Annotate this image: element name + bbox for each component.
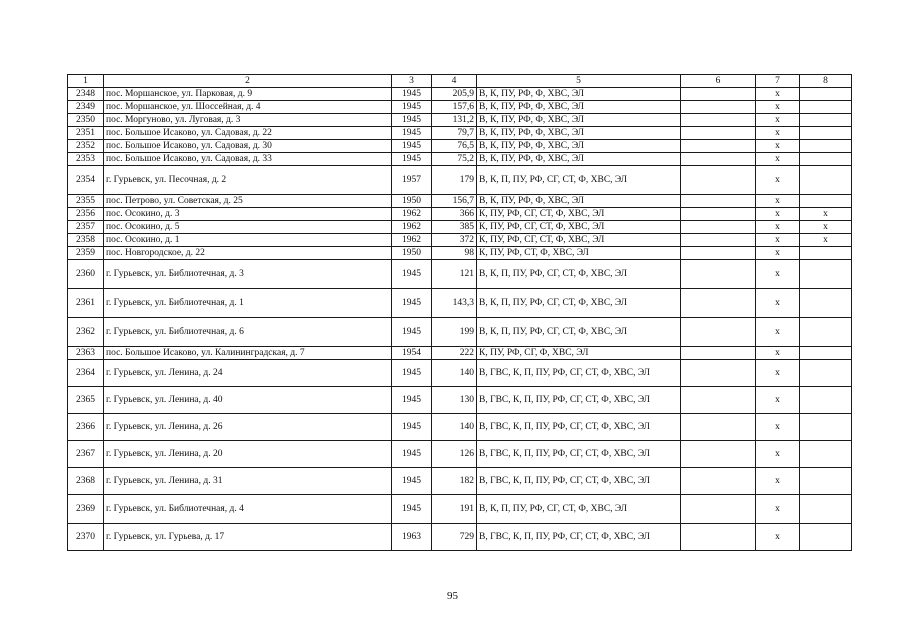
cell-col6	[681, 195, 756, 208]
cell-address: пос. Петрово, ул. Советская, д. 25	[104, 195, 392, 208]
cell-systems: В, К, ПУ, РФ, Ф, ХВС, ЭЛ	[477, 127, 681, 140]
cell-address: пос. Моршанское, ул. Парковая, д. 9	[104, 88, 392, 101]
cell-number: 2351	[68, 127, 104, 140]
cell-year: 1945	[392, 414, 432, 441]
cell-area: 182	[432, 468, 477, 495]
cell-col6	[681, 247, 756, 260]
cell-number: 2365	[68, 387, 104, 414]
cell-address: пос. Моргуново, ул. Луговая, д. 3	[104, 114, 392, 127]
cell-area: 222	[432, 347, 477, 360]
cell-number: 2349	[68, 101, 104, 114]
cell-area: 76,5	[432, 140, 477, 153]
cell-number: 2352	[68, 140, 104, 153]
cell-year: 1963	[392, 524, 432, 551]
cell-col6	[681, 127, 756, 140]
cell-number: 2348	[68, 88, 104, 101]
table-row	[68, 495, 852, 524]
cell-col7: х	[756, 318, 800, 347]
cell-year: 1957	[392, 166, 432, 195]
cell-systems: К, ПУ, РФ, СТ, Ф, ХВС, ЭЛ	[477, 247, 681, 260]
cell-col8	[800, 360, 852, 387]
cell-col6	[681, 101, 756, 114]
cell-col8	[800, 195, 852, 208]
cell-year: 1945	[392, 495, 432, 524]
cell-col6	[681, 360, 756, 387]
cell-address: г. Гурьевск, ул. Ленина, д. 26	[104, 414, 392, 441]
cell-col7: х	[756, 195, 800, 208]
cell-number: 2350	[68, 114, 104, 127]
cell-number: 2359	[68, 247, 104, 260]
cell-systems: В, ГВС, К, П, ПУ, РФ, СГ, СТ, Ф, ХВС, ЭЛ	[477, 441, 681, 468]
cell-col7: х	[756, 495, 800, 524]
table-row	[68, 468, 852, 495]
cell-col8	[800, 127, 852, 140]
table-row	[68, 114, 852, 127]
column-header: 5	[477, 75, 681, 88]
column-header: 6	[681, 75, 756, 88]
cell-col7: х	[756, 347, 800, 360]
cell-area: 79,7	[432, 127, 477, 140]
cell-col7: х	[756, 127, 800, 140]
cell-col8	[800, 166, 852, 195]
table-row	[68, 88, 852, 101]
cell-area: 179	[432, 166, 477, 195]
cell-col7: х	[756, 289, 800, 318]
cell-col8	[800, 495, 852, 524]
cell-year: 1950	[392, 195, 432, 208]
cell-col7: х	[756, 166, 800, 195]
cell-year: 1945	[392, 260, 432, 289]
cell-area: 75,2	[432, 153, 477, 166]
cell-col7: х	[756, 360, 800, 387]
cell-systems: К, ПУ, РФ, СГ, СТ, Ф, ХВС, ЭЛ	[477, 221, 681, 234]
cell-number: 2355	[68, 195, 104, 208]
cell-number: 2370	[68, 524, 104, 551]
cell-year: 1962	[392, 221, 432, 234]
cell-address: г. Гурьевск, ул. Ленина, д. 40	[104, 387, 392, 414]
cell-col6	[681, 318, 756, 347]
table-body	[68, 75, 852, 551]
cell-col7: х	[756, 234, 800, 247]
cell-address: г. Гурьевск, ул. Ленина, д. 20	[104, 441, 392, 468]
table-row	[68, 153, 852, 166]
column-header: 2	[104, 75, 392, 88]
cell-col6	[681, 153, 756, 166]
cell-col7: х	[756, 88, 800, 101]
cell-col7: х	[756, 208, 800, 221]
cell-col6	[681, 221, 756, 234]
cell-number: 2361	[68, 289, 104, 318]
cell-area: 121	[432, 260, 477, 289]
cell-year: 1945	[392, 360, 432, 387]
cell-col7: х	[756, 524, 800, 551]
cell-col7: х	[756, 414, 800, 441]
cell-systems: К, ПУ, РФ, СГ, Ф, ХВС, ЭЛ	[477, 347, 681, 360]
cell-col7: х	[756, 387, 800, 414]
cell-col8	[800, 140, 852, 153]
cell-col6	[681, 88, 756, 101]
cell-number: 2366	[68, 414, 104, 441]
table-row	[68, 101, 852, 114]
column-header: 1	[68, 75, 104, 88]
cell-col6	[681, 208, 756, 221]
cell-address: г. Гурьевск, ул. Ленина, д. 31	[104, 468, 392, 495]
cell-systems: К, ПУ, РФ, СГ, СТ, Ф, ХВС, ЭЛ	[477, 208, 681, 221]
column-header: 3	[392, 75, 432, 88]
cell-systems: В, ГВС, К, П, ПУ, РФ, СГ, СТ, Ф, ХВС, ЭЛ	[477, 468, 681, 495]
cell-year: 1945	[392, 441, 432, 468]
cell-area: 199	[432, 318, 477, 347]
table-row	[68, 524, 852, 551]
cell-col8	[800, 101, 852, 114]
cell-year: 1945	[392, 114, 432, 127]
cell-col8	[800, 260, 852, 289]
cell-systems: В, К, ПУ, РФ, Ф, ХВС, ЭЛ	[477, 140, 681, 153]
cell-col6	[681, 441, 756, 468]
cell-area: 385	[432, 221, 477, 234]
cell-address: пос. Осокино, д. 1	[104, 234, 392, 247]
cell-systems: В, К, ПУ, РФ, Ф, ХВС, ЭЛ	[477, 101, 681, 114]
cell-col7: х	[756, 153, 800, 166]
table-row	[68, 208, 852, 221]
cell-col6	[681, 524, 756, 551]
cell-number: 2369	[68, 495, 104, 524]
cell-col6	[681, 289, 756, 318]
cell-area: 366	[432, 208, 477, 221]
column-header: 8	[800, 75, 852, 88]
cell-year: 1950	[392, 247, 432, 260]
cell-area: 729	[432, 524, 477, 551]
cell-col8	[800, 524, 852, 551]
cell-area: 140	[432, 414, 477, 441]
cell-systems: В, К, ПУ, РФ, Ф, ХВС, ЭЛ	[477, 88, 681, 101]
cell-col8	[800, 88, 852, 101]
cell-area: 191	[432, 495, 477, 524]
cell-number: 2364	[68, 360, 104, 387]
cell-address: пос. Осокино, д. 3	[104, 208, 392, 221]
cell-address: пос. Моршанское, ул. Шоссейная, д. 4	[104, 101, 392, 114]
cell-year: 1945	[392, 153, 432, 166]
cell-area: 98	[432, 247, 477, 260]
table-row	[68, 221, 852, 234]
housing-register-table	[67, 74, 852, 551]
table-row	[68, 289, 852, 318]
cell-col7: х	[756, 140, 800, 153]
cell-number: 2362	[68, 318, 104, 347]
cell-number: 2363	[68, 347, 104, 360]
column-header: 7	[756, 75, 800, 88]
cell-address: г. Гурьевск, ул. Ленина, д. 24	[104, 360, 392, 387]
cell-col8	[800, 153, 852, 166]
cell-number: 2354	[68, 166, 104, 195]
cell-number: 2360	[68, 260, 104, 289]
cell-systems: В, К, ПУ, РФ, Ф, ХВС, ЭЛ	[477, 114, 681, 127]
cell-number: 2368	[68, 468, 104, 495]
cell-number: 2357	[68, 221, 104, 234]
cell-systems: К, ПУ, РФ, СГ, СТ, Ф, ХВС, ЭЛ	[477, 234, 681, 247]
cell-col6	[681, 414, 756, 441]
table-row	[68, 360, 852, 387]
cell-area: 140	[432, 360, 477, 387]
cell-systems: В, К, П, ПУ, РФ, СГ, СТ, Ф, ХВС, ЭЛ	[477, 260, 681, 289]
cell-systems: В, ГВС, К, П, ПУ, РФ, СГ, СТ, Ф, ХВС, ЭЛ	[477, 387, 681, 414]
cell-systems: В, К, П, ПУ, РФ, СГ, СТ, Ф, ХВС, ЭЛ	[477, 289, 681, 318]
cell-col6	[681, 114, 756, 127]
table-row	[68, 166, 852, 195]
cell-col8	[800, 414, 852, 441]
cell-systems: В, ГВС, К, П, ПУ, РФ, СГ, СТ, Ф, ХВС, ЭЛ	[477, 524, 681, 551]
cell-systems: В, К, ПУ, РФ, Ф, ХВС, ЭЛ	[477, 195, 681, 208]
cell-col6	[681, 495, 756, 524]
cell-year: 1945	[392, 387, 432, 414]
cell-area: 372	[432, 234, 477, 247]
table-row	[68, 127, 852, 140]
cell-address: пос. Большое Исаково, ул. Садовая, д. 30	[104, 140, 392, 153]
cell-col8	[800, 347, 852, 360]
cell-area: 156,7	[432, 195, 477, 208]
table-row	[68, 247, 852, 260]
table-row	[68, 441, 852, 468]
cell-col8	[800, 468, 852, 495]
cell-col6	[681, 260, 756, 289]
cell-systems: В, ГВС, К, П, ПУ, РФ, СГ, СТ, Ф, ХВС, ЭЛ	[477, 360, 681, 387]
cell-address: пос. Новгородское, д. 22	[104, 247, 392, 260]
table-row	[68, 234, 852, 247]
cell-col7: х	[756, 221, 800, 234]
cell-number: 2367	[68, 441, 104, 468]
cell-col8: х	[800, 208, 852, 221]
cell-col8: х	[800, 234, 852, 247]
cell-year: 1945	[392, 468, 432, 495]
header-row	[68, 75, 852, 88]
table-row	[68, 387, 852, 414]
cell-number: 2353	[68, 153, 104, 166]
cell-year: 1962	[392, 234, 432, 247]
cell-year: 1945	[392, 88, 432, 101]
cell-year: 1945	[392, 140, 432, 153]
cell-year: 1962	[392, 208, 432, 221]
cell-col6	[681, 387, 756, 414]
cell-col8: х	[800, 221, 852, 234]
cell-area: 130	[432, 387, 477, 414]
cell-area: 126	[432, 441, 477, 468]
cell-col8	[800, 441, 852, 468]
cell-col6	[681, 234, 756, 247]
cell-address: пос. Большое Исаково, ул. Садовая, д. 22	[104, 127, 392, 140]
cell-systems: В, К, П, ПУ, РФ, СГ, СТ, Ф, ХВС, ЭЛ	[477, 166, 681, 195]
cell-col7: х	[756, 101, 800, 114]
cell-col8	[800, 114, 852, 127]
cell-col6	[681, 347, 756, 360]
cell-address: г. Гурьевск, ул. Библиотечная, д. 3	[104, 260, 392, 289]
cell-area: 131,2	[432, 114, 477, 127]
table-row	[68, 414, 852, 441]
cell-systems: В, ГВС, К, П, ПУ, РФ, СГ, СТ, Ф, ХВС, ЭЛ	[477, 414, 681, 441]
cell-col7: х	[756, 468, 800, 495]
cell-area: 157,6	[432, 101, 477, 114]
page-number: 95	[447, 590, 458, 602]
cell-year: 1945	[392, 127, 432, 140]
cell-col7: х	[756, 114, 800, 127]
cell-area: 205,9	[432, 88, 477, 101]
cell-col6	[681, 166, 756, 195]
cell-year: 1945	[392, 289, 432, 318]
cell-address: г. Гурьевск, ул. Библиотечная, д. 4	[104, 495, 392, 524]
cell-col7: х	[756, 441, 800, 468]
cell-col6	[681, 140, 756, 153]
cell-address: г. Гурьевск, ул. Песочная, д. 2	[104, 166, 392, 195]
cell-systems: В, К, ПУ, РФ, Ф, ХВС, ЭЛ	[477, 153, 681, 166]
cell-address: г. Гурьевск, ул. Гурьева, д. 17	[104, 524, 392, 551]
cell-year: 1945	[392, 101, 432, 114]
table-row	[68, 140, 852, 153]
cell-col7: х	[756, 247, 800, 260]
cell-year: 1954	[392, 347, 432, 360]
cell-area: 143,3	[432, 289, 477, 318]
cell-col7: х	[756, 260, 800, 289]
cell-number: 2358	[68, 234, 104, 247]
cell-address: г. Гурьевск, ул. Библиотечная, д. 6	[104, 318, 392, 347]
table-row	[68, 195, 852, 208]
cell-col6	[681, 468, 756, 495]
cell-address: пос. Большое Исаково, ул. Садовая, д. 33	[104, 153, 392, 166]
cell-col8	[800, 289, 852, 318]
column-header: 4	[432, 75, 477, 88]
cell-systems: В, К, П, ПУ, РФ, СГ, СТ, Ф, ХВС, ЭЛ	[477, 318, 681, 347]
cell-col8	[800, 387, 852, 414]
table-row	[68, 260, 852, 289]
cell-systems: В, К, П, ПУ, РФ, СГ, СТ, Ф, ХВС, ЭЛ	[477, 495, 681, 524]
table-row	[68, 318, 852, 347]
cell-number: 2356	[68, 208, 104, 221]
cell-address: г. Гурьевск, ул. Библиотечная, д. 1	[104, 289, 392, 318]
table-row	[68, 347, 852, 360]
cell-year: 1945	[392, 318, 432, 347]
cell-address: пос. Большое Исаково, ул. Калининградская, д. 7	[104, 347, 392, 360]
cell-col8	[800, 247, 852, 260]
cell-address: пос. Осокино, д. 5	[104, 221, 392, 234]
cell-col8	[800, 318, 852, 347]
